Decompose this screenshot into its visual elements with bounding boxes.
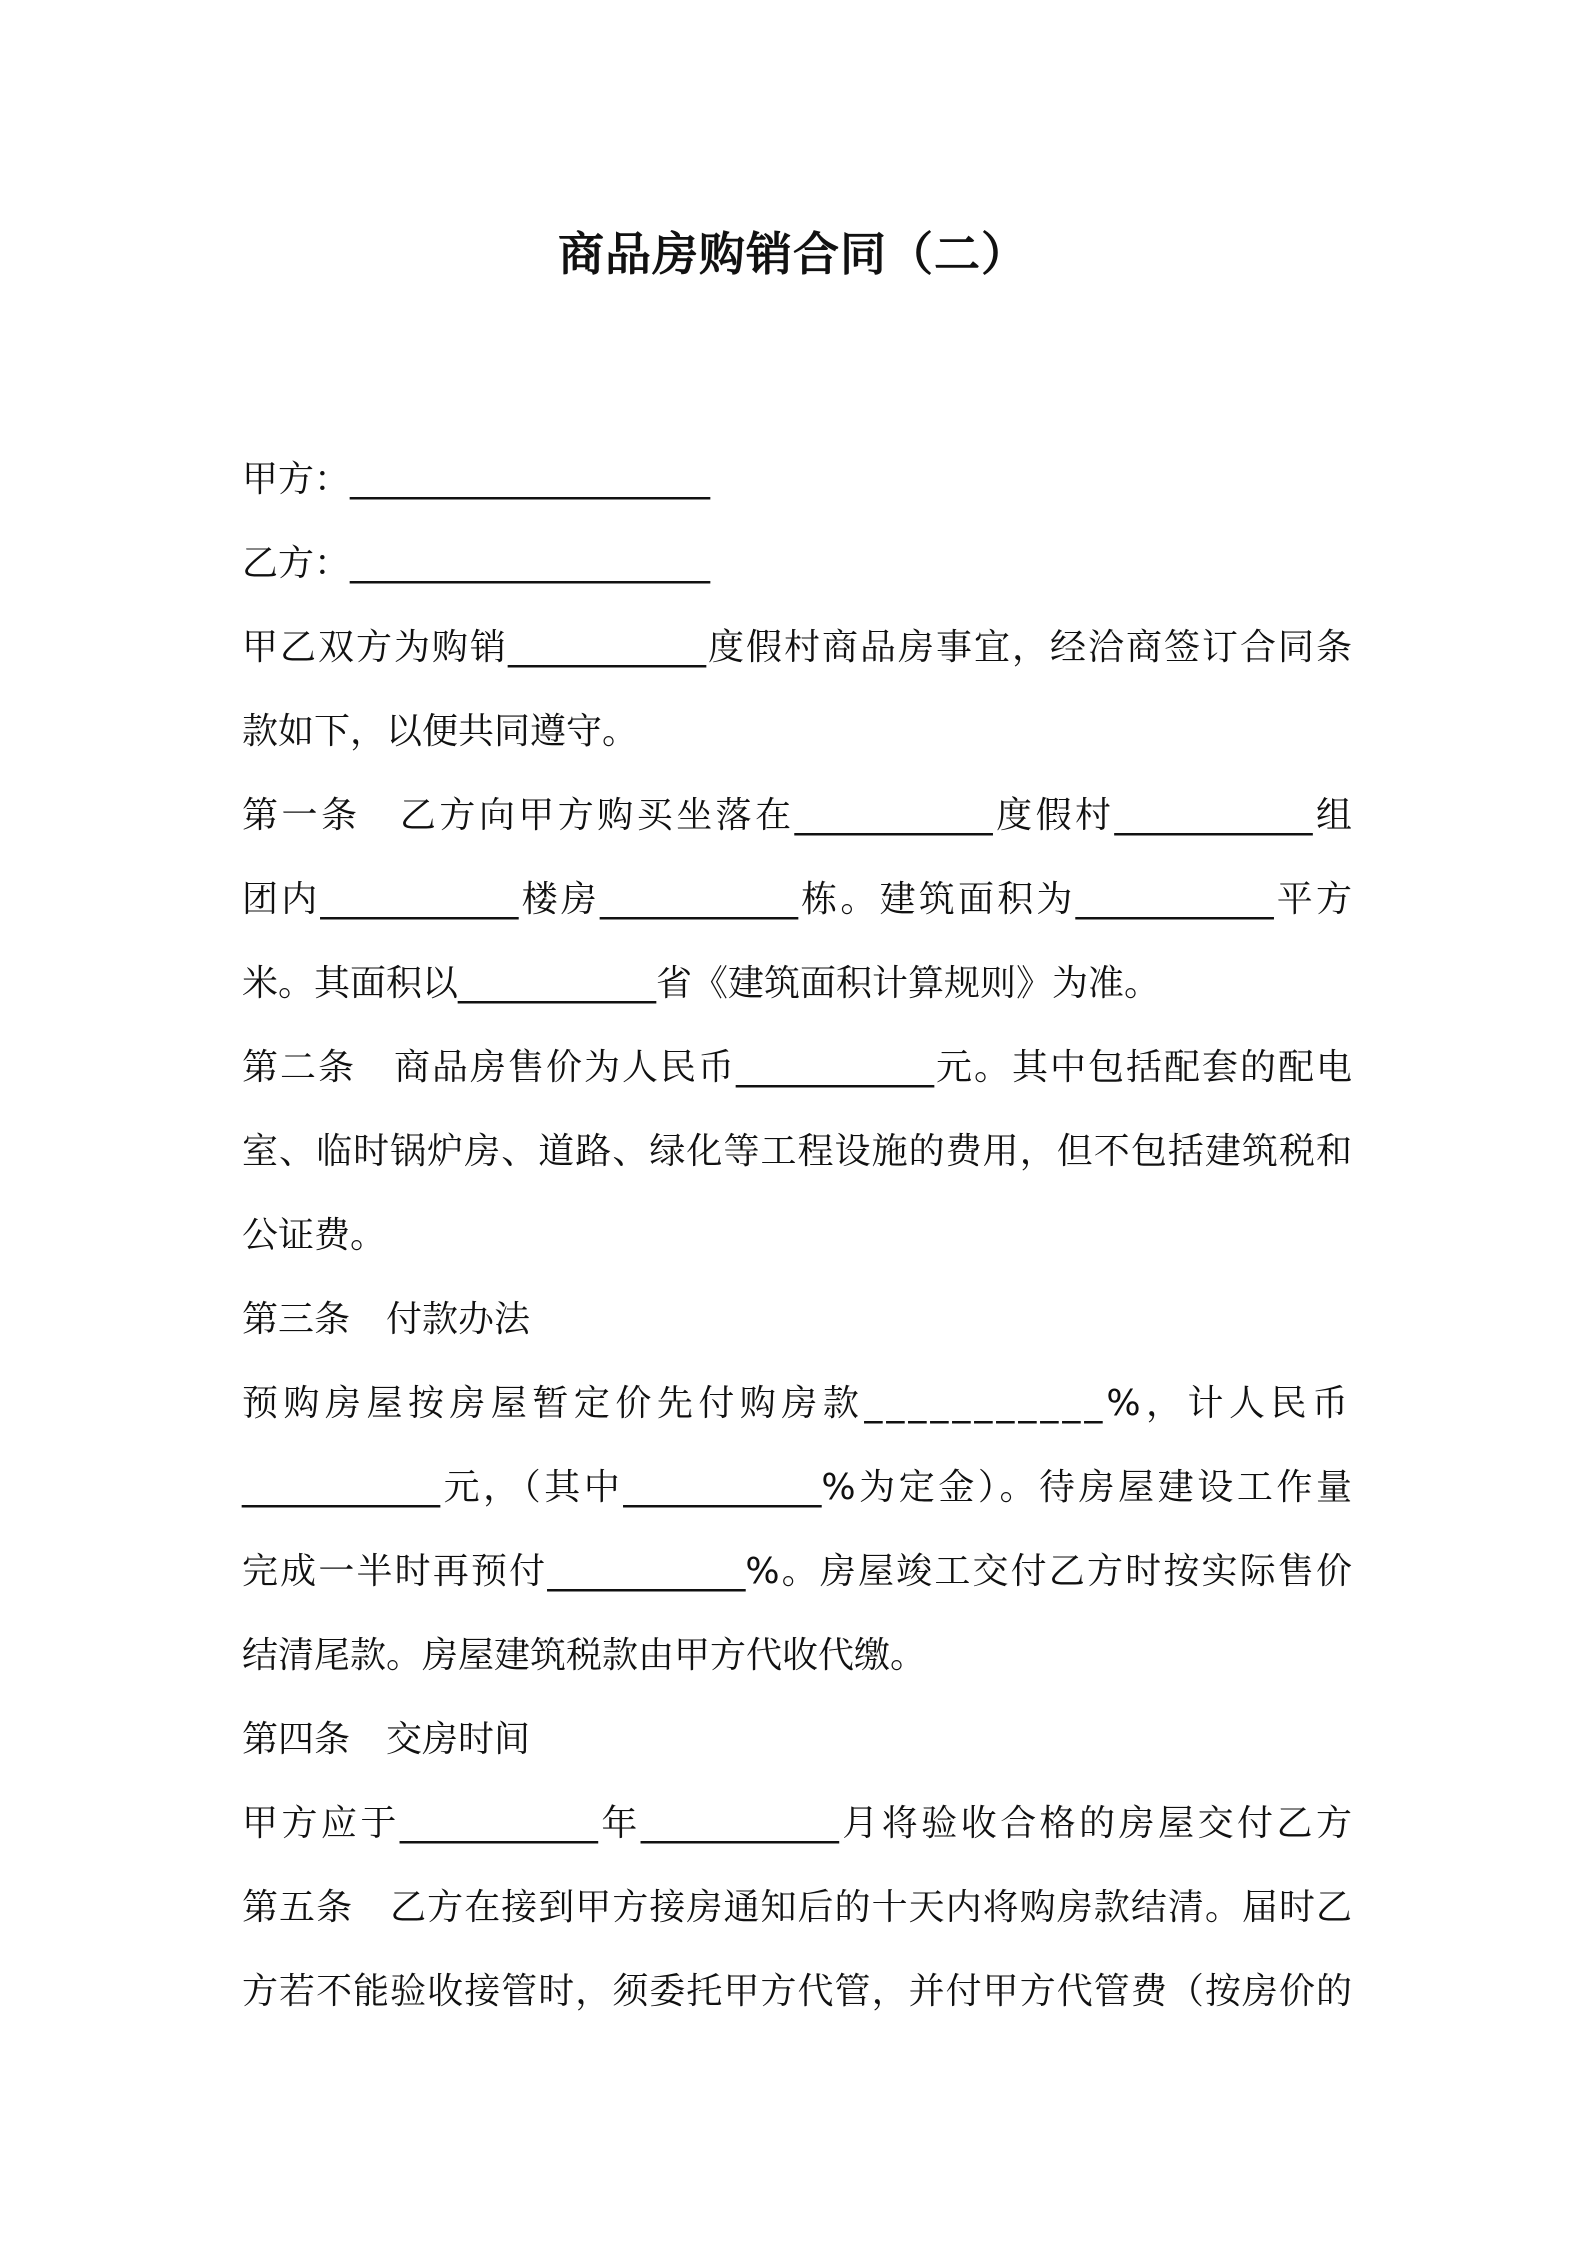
article-1-line-1: 第一条 乙方向甲方购买坐落在___________度假村___________组 [242,795,1352,836]
article-1-line-3: 米。其面积以___________省《建筑面积计算规则》为准。 [242,963,1161,1004]
article-5-line-2: 方若不能验收接管时，须委托甲方代管，并付甲方代管费（按房价的 [242,1971,1352,2012]
document-title: 商品房购销合同（二） [558,227,1028,281]
article-1-line-2: 团内___________楼房___________栋。建筑面积为___________平方 [242,879,1352,920]
article-2-line-3: 公证费。 [242,1215,387,1256]
article-3-line-3: 完成一半时再预付___________%。房屋竣工交付乙方时按实际售价 [242,1551,1352,1592]
preamble-line-1: 甲乙双方为购销___________度假村商品房事宜，经洽商签订合同条 [242,627,1352,668]
article-4-line-1: 甲方应于___________年___________月将验收合格的房屋交付乙方 [242,1803,1352,1844]
article-3-line-4: 结清尾款。房屋建筑税款由甲方代收代缴。 [242,1635,927,1676]
article-2-line-1: 第二条 商品房售价为人民币___________元。其中包括配套的配电 [242,1047,1352,1088]
preamble-line-2: 款如下，以便共同遵守。 [242,711,639,752]
article-3-line-2: ___________元，（其中___________%为定金）。待房屋建设工作量 [242,1467,1352,1508]
article-3-heading: 第三条 付款办法 [242,1299,531,1340]
article-3-line-1: 预购房屋按房屋暂定价先付购房款___________%，计人民币 [242,1383,1352,1424]
party-b-line: 乙方：____________________ [242,543,711,584]
article-4-heading: 第四条 交房时间 [242,1719,531,1760]
article-5-line-1: 第五条 乙方在接到甲方接房通知后的十天内将购房款结清。届时乙 [242,1887,1352,1928]
party-a-line: 甲方：____________________ [242,459,711,500]
article-2-line-2: 室、临时锅炉房、道路、绿化等工程设施的费用，但不包括建筑税和 [242,1131,1352,1172]
